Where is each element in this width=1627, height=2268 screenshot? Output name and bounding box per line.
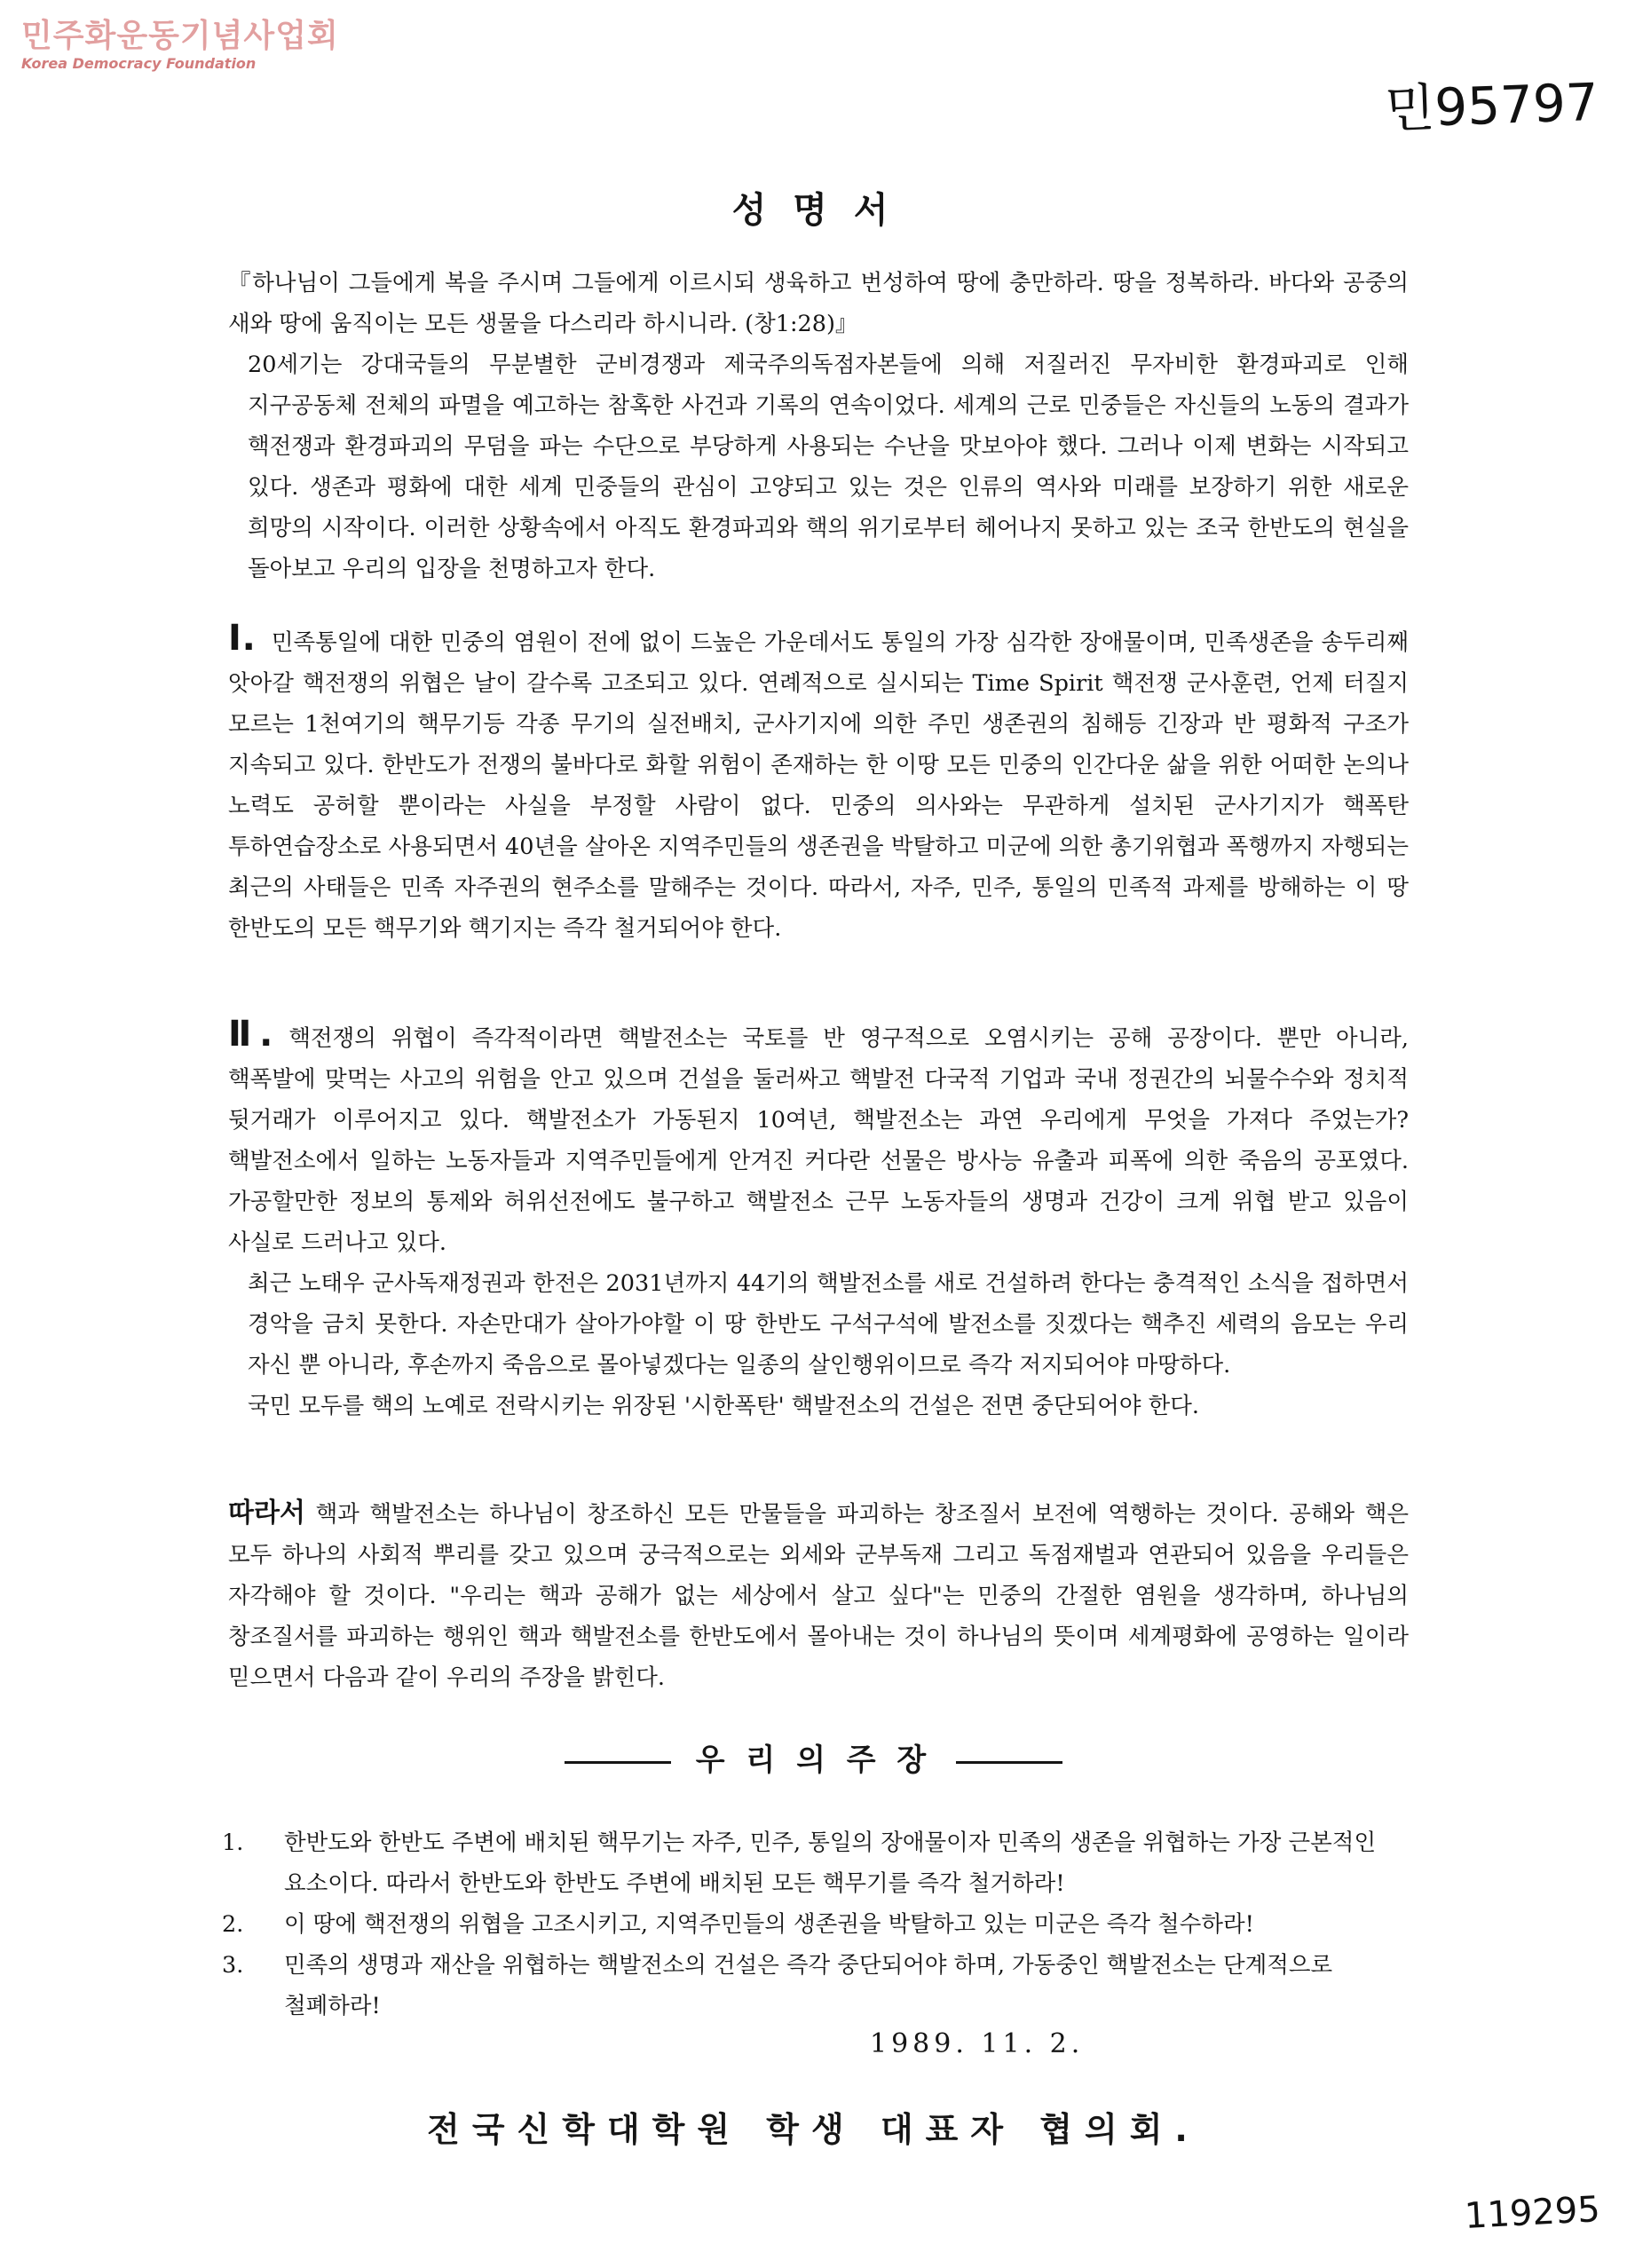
section-one-text: 민족통일에 대한 민중의 염원이 전에 없이 드높은 가운데서도 통일의 가장 심각한 장애물이며, 민족생존을 송두리째 앗아갈 핵전쟁의 위협은 날이 갈수록 고조되고 있다. 연례적으로 실시되는 Time Spirit 핵전쟁 군사훈련, 언제 터질지 모르는 1천여기의 핵무기등 각종 무기의 실전배치, 군사기지에 의한 주민 생존권의 침해등 긴장과 반 평화적 구조가 지속되고 있다. 한반도가 전쟁의 불바다로 화할 위험이 존재하는 한 이땅 모든 민중의 인간다운 삶을 위한 어떠한 논의나 노력도 공허할 뿐이라는 사실을 부정할 사람이 없다. 민중의 의사와는 무관하게 설치된 군사기지가 핵폭탄 투하연습장소로 사용되면서 40년을 살아온 지역주민들의 생존권을 박탈하고 미군에 의한 총기위협과 폭행까지 자행되는 최근의 사태들은 민족 자주권의 현주소를 말해주는 것이다. 따라서, 자주, 민주, 통일의 민족적 과제를 방해하는 이 땅 한반도의 모든 핵무기와 핵기지는 즉각 철거되어야 한다. [228, 629, 1410, 942]
claim-text: 한반도와 한반도 주변에 배치된 핵무기는 자주, 민주, 통일의 장애물이자 민족의 생존을 위협하는 가장 근본적인 요소이다. 따라서 한반도와 한반도 주변에 배치된 모든 핵무기를 즉각 철거하라! [284, 1829, 1377, 1897]
section-two [228, 1014, 1409, 1426]
section-one [228, 618, 1409, 949]
section-two-mark: Ⅱ. [228, 1014, 273, 1055]
claims-heading-text: 우 리 의 주 장 [695, 1742, 932, 1778]
conclusion-section [228, 1493, 1409, 1698]
claim-number: 2. [222, 1911, 244, 1938]
claim-item [222, 1904, 1411, 1945]
claim-text: 이 땅에 핵전쟁의 위협을 고조시키고, 지역주민들의 생존권을 박탈하고 있는 미군은 즉각 철수하라! [284, 1911, 1254, 1938]
statement-date: 1989. 11. 2. [870, 2028, 1085, 2059]
intro-paragraph: 20세기는 강대국들의 무분별한 군비경쟁과 제국주의독점자본들에 의해 저질러진 무자비한 환경파괴로 인해 지구공동체 전체의 파멸을 예고하는 참혹한 사건과 기록의 연속이었다. 세계의 근로 민중들은 자신들의 노동의 결과가 핵전쟁과 환경파괴의 무덤을 파는 수단으로 부당하게 사용되는 수난을 맛보아야 했다. 그러나 이제 변화는 시작되고 있다. 생존과 평화에 대한 세계 민중들의 관심이 고양되고 있는 것은 인류의 역사와 미래를 보장하기 위한 새로운 희망의 시작이다. 이러한 상황속에서 아직도 환경파괴와 핵의 위기로부터 헤어나지 못하고 있는 조국 한반도의 현실을 돌아보고 우리의 입장을 천명하고자 한다. [248, 352, 1409, 582]
scripture-quote: 『하나님이 그들에게 복을 주시며 그들에게 이르시되 생육하고 번성하여 땅에 충만하라. 땅을 정복하라. 바다와 공중의 새와 땅에 움직이는 모든 생물을 다스리라 하시니라. (창1:28)』 [228, 270, 1409, 337]
page-number: 119295 [1463, 2189, 1601, 2237]
claim-text: 민족의 생명과 재산을 위협하는 핵발전소의 건설은 즉각 중단되어야 하며, 가동중인 핵발전소는 단계적으로 철폐하라! [284, 1952, 1333, 2019]
intro-block [228, 263, 1409, 589]
archive-number: 민95797 [1384, 71, 1599, 140]
claim-number: 1. [222, 1829, 244, 1856]
section-one-mark: Ⅰ. [228, 618, 256, 659]
heading-rule-left [565, 1761, 671, 1764]
foundation-logo-korean: 민주화운동기념사업회 [21, 18, 339, 54]
claims-heading [0, 1735, 1627, 1779]
conclusion-text: 핵과 핵발전소는 하나님이 창조하신 모든 만물들을 파괴하는 창조질서 보전에 역행하는 것이다. 공해와 핵은 모두 하나의 사회적 뿌리를 갖고 있으며 궁극적으로는 외세와 군부독재 그리고 독점재벌과 연관되어 있음을 우리들은 자각해야 할 것이다. "우리는 핵과 공해가 없는 세상에서 살고 싶다"는 민중의 간절한 염원을 생각하며, 하나님의 창조질서를 파괴하는 행위인 핵과 핵발전소를 한반도에서 몰아내는 것이 하나님의 뜻이며 세계평화에 공영하는 일이라 믿으면서 다음과 같이 우리의 주장을 밝힌다. [228, 1501, 1409, 1691]
claim-item [222, 1822, 1411, 1904]
issuing-organization: 전국신학대학원 학생 대표자 협의회. [427, 2110, 1200, 2149]
heading-rule-right [956, 1761, 1062, 1764]
conclusion-lead: 따라서 [228, 1498, 305, 1529]
section-two-paragraph-3: 국민 모두를 핵의 노예로 전락시키는 위장된 '시한폭탄' 핵발전소의 건설은 전면 중단되어야 한다. [248, 1393, 1199, 1419]
foundation-logo-english: Korea Democracy Foundation [21, 55, 257, 72]
section-two-text: 핵전쟁의 위협이 즉각적이라면 핵발전소는 국토를 반 영구적으로 오염시키는 공해 공장이다. 뿐만 아니라, 핵폭발에 맞먹는 사고의 위험을 안고 있으며 건설을 둘러싸고 핵발전 다국적 기업과 국내 정권간의 뇌물수수와 정치적 뒷거래가 이루어지고 있다. 핵발전소가 가동된지 10여년, 핵발전소는 과연 우리에게 무엇을 가져다 주었는가? 핵발전소에서 일하는 노동자들과 지역주민들에게 안겨진 커다란 선물은 방사능 유출과 피폭에 의한 죽음의 공포였다. 가공할만한 정보의 통제와 허위선전에도 불구하고 핵발전소 근무 노동자들의 생명과 건강이 크게 위협 받고 있음이 사실로 드러나고 있다. [228, 1025, 1409, 1256]
claim-number: 3. [222, 1952, 244, 1979]
document-title: 성 명 서 [731, 189, 896, 231]
claim-item [222, 1945, 1411, 2027]
section-two-paragraph-2: 최근 노태우 군사독재정권과 한전은 2031년까지 44기의 핵발전소를 새로 건설하려 한다는 충격적인 소식을 접하면서 경악을 금치 못한다. 자손만대가 살아가야할 이 땅 한반도 구석구석에 발전소를 짓겠다는 핵추진 세력의 음모는 우리 자신 뿐 아니라, 후손까지 죽음으로 몰아넣겠다는 일종의 살인행위이므로 즉각 저지되어야 마땅하다. [248, 1270, 1409, 1379]
claims-list [222, 1822, 1411, 2027]
